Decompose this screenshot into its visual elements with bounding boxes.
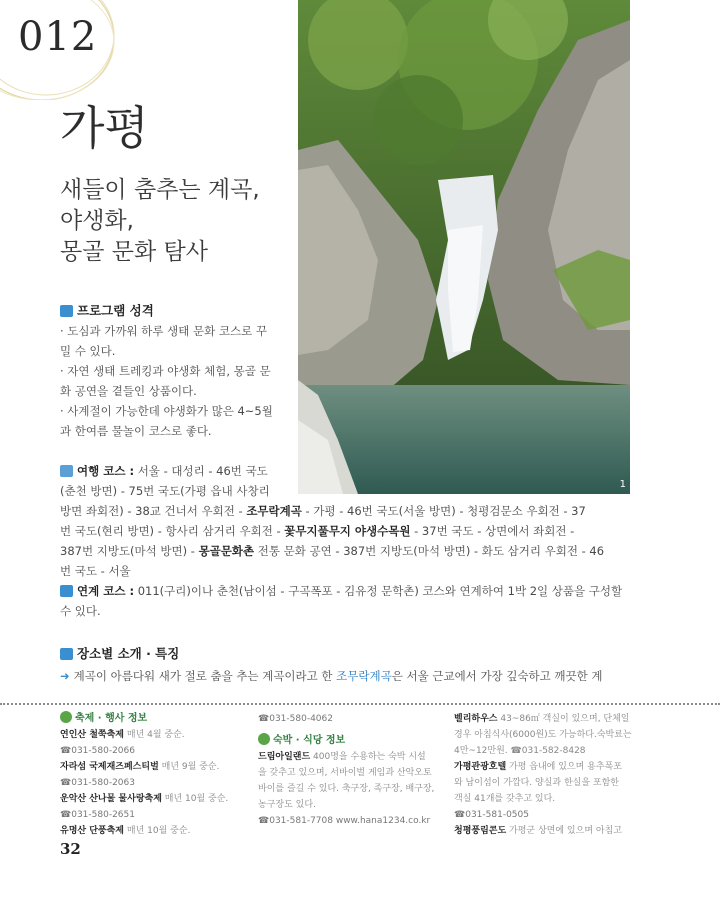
festival-when: 매년 4월 중순. (126, 730, 185, 740)
hotel-desc: 와 남이섬이 가깝다. 양실과 한실을 포함한 (454, 778, 619, 788)
course-line: 번 국도 - 서울 (60, 564, 131, 578)
flower-icon (60, 711, 72, 723)
villa-desc: 43~86㎡ 객실이 있으며, 단체일 (500, 714, 630, 724)
course-line (60, 461, 632, 481)
bed-icon (258, 733, 270, 745)
lodging-heading (258, 733, 443, 749)
hotel-desc: 객실 41개를 갖추고 있다. (454, 794, 556, 804)
places-line (60, 666, 632, 686)
course-number: 012 (18, 14, 98, 60)
festival-item (60, 791, 245, 807)
festival-item (60, 727, 245, 743)
program-title: 프로그램 성격 (77, 303, 154, 318)
festival-name: 유명산 단풍축제 (60, 826, 124, 836)
lodging-line (258, 749, 443, 765)
course-text: 서울 - 대성리 - 46번 국도 (137, 464, 268, 478)
places-highlight: 조무락계곡 (336, 669, 392, 683)
lodging-desc: 농구장도 있다. (258, 800, 316, 810)
link-icon (60, 585, 73, 597)
hotels-column (454, 711, 634, 839)
lodging-desc: 바이를 즐길 수 있다. 축구장, 족구장, 배구장, (258, 784, 435, 794)
villa-name: 벨리하우스 (454, 714, 498, 724)
program-line: · 사계절이 가능한데 야생화가 많은 4~5월 (60, 404, 273, 418)
program-section (60, 301, 296, 441)
course-line: (춘천 방면) - 75번 국도(가평 읍내 사창리 (60, 484, 270, 498)
course-text: 전통 문화 공연 - 387번 지방도(마석 방면) - 화도 삼거리 우회전 - 46 (254, 544, 605, 558)
festival-tel-number: 031-580-2651 (71, 810, 135, 820)
hotel-tel-number: 031-581-0505 (465, 810, 529, 820)
lodging-title: 숙박 · 식당 정보 (273, 735, 346, 746)
program-line: · 자연 생태 트레킹과 야생화 체험, 몽골 문 (60, 364, 271, 378)
phone-icon: ☎ (454, 810, 466, 820)
program-line: 화 공연을 곁들인 상품이다. (60, 384, 197, 398)
places-text: 은 서울 근교에서 가장 깊숙하고 깨끗한 계 (391, 669, 603, 683)
hotel-line (454, 759, 634, 775)
villa-price-line (454, 743, 634, 759)
phone-icon: ☎ (60, 746, 72, 756)
program-line: 밀 수 있다. (60, 344, 116, 358)
headline-line: 새들이 춤추는 계곡, (60, 177, 260, 203)
festival-name: 운악산 산나물 물사랑축제 (60, 794, 162, 804)
course-text: - 37번 국도 - 상면에서 좌회전 - (410, 524, 575, 538)
places-text: 계곡이 아름다워 새가 절로 춤을 추는 계곡이라고 한 (73, 669, 337, 683)
waterfall-photo (298, 0, 630, 494)
hotel-name: 가평관광호텔 (454, 762, 507, 772)
places-title: 장소별 소개 · 특징 (77, 646, 180, 661)
course-title: 여행 코스 : (77, 464, 135, 478)
festival-when: 매년 9월 중순. (161, 762, 220, 772)
phone-icon: ☎ (258, 714, 270, 724)
festival-tel-number: 031-580-2063 (71, 778, 135, 788)
linked-line (60, 581, 632, 601)
course-line (60, 521, 632, 541)
headline-line: 몽골 문화 탐사 (60, 239, 208, 265)
search-icon (60, 648, 73, 660)
lodging-tel-top (258, 711, 443, 727)
resort-name: 청평풍림콘도 (454, 826, 507, 836)
course-highlight: 몽골문화촌 (198, 544, 255, 558)
course-section (60, 461, 632, 621)
phone-icon: ☎ (258, 816, 270, 826)
festival-name: 연인산 철쭉축제 (60, 730, 124, 740)
festival-tel (60, 807, 245, 823)
program-body (60, 321, 296, 441)
linked-line: 수 있다. (60, 604, 101, 618)
program-heading (60, 301, 296, 319)
hotel-desc: 가평 읍내에 있으며 용추폭포 (509, 762, 622, 772)
lodging-desc: 을 갖추고 있으며, 서바이벌 게임과 산악오토 (258, 768, 432, 778)
festival-tel (60, 743, 245, 759)
villa-desc: 경우 아침식사(6000원)도 가능하다.숙박료는 (454, 730, 632, 740)
book-icon (60, 305, 73, 317)
program-line: 과 한여름 물놀이 코스로 좋다. (60, 424, 212, 438)
festival-item (60, 759, 245, 775)
dotted-divider (0, 703, 720, 705)
headline (60, 175, 300, 268)
course-text: 387번 지방도(마석 방면) - (60, 544, 199, 558)
course-highlight: 꽃무지풀무지 야생수목원 (284, 524, 411, 538)
course-text: 방면 좌회전) - 38교 건너서 우회전 - (60, 504, 247, 518)
photo-number: 1 (619, 479, 626, 490)
headline-line: 야생화, (60, 208, 134, 234)
arrow-right-icon: ➜ (60, 669, 74, 683)
course-text: 번 국도(현리 방면) - 항사리 삼거리 우회전 - (60, 524, 285, 538)
linked-title: 연계 코스 : (77, 584, 135, 598)
lodging-desc: 400명을 수용하는 숙박 시설 (313, 752, 426, 762)
program-line: · 도심과 가까워 하루 생태 문화 코스로 꾸 (60, 324, 267, 338)
villa-price: 4만~12만원. (454, 746, 508, 756)
places-section (60, 644, 632, 686)
lodging-contact-text: 031-581-7708 www.hana1234.co.kr (269, 816, 431, 826)
festival-column (60, 711, 245, 839)
page-number: 32 (60, 840, 81, 858)
car-icon (60, 465, 73, 477)
lodging-column (258, 711, 443, 829)
resort-line (454, 823, 634, 839)
course-line (60, 541, 632, 561)
villa-tel: 031-582-8428 (521, 746, 586, 756)
phone-icon: ☎ (510, 746, 522, 756)
places-heading (60, 644, 632, 664)
lodging-name: 드림아일랜드 (258, 752, 311, 762)
villa-line (454, 711, 634, 727)
lodging-contact (258, 813, 443, 829)
festival-tel-number: 031-580-2066 (71, 746, 135, 756)
course-highlight: 조무락계곡 (246, 504, 302, 518)
festival-heading (60, 711, 245, 727)
resort-desc: 가평군 상면에 있으며 아침고 (509, 826, 622, 836)
phone-icon: ☎ (60, 810, 72, 820)
festival-tel (60, 775, 245, 791)
lodging-tel-number: 031-580-4062 (269, 714, 333, 724)
linked-text: 011(구리)이나 춘천(남이섬 - 구곡폭포 - 김유정 문학촌) 코스와 연계하여 1박 2일 상품을 구성할 (137, 584, 623, 598)
hotel-tel (454, 807, 634, 823)
waterfall-illustration (298, 0, 630, 494)
region-title: 가평 (60, 101, 149, 155)
festival-title: 축제 · 행사 정보 (75, 713, 148, 724)
festival-when: 매년 10월 중순. (164, 794, 229, 804)
course-text: - 가평 - 46번 국도(서울 방면) - 청평검문소 우회전 - 37 (301, 504, 586, 518)
phone-icon: ☎ (60, 778, 72, 788)
course-line (60, 501, 632, 521)
festival-name: 자라섬 국제재즈페스티벌 (60, 762, 159, 772)
festival-item (60, 823, 245, 839)
festival-when: 매년 10월 중순. (126, 826, 191, 836)
